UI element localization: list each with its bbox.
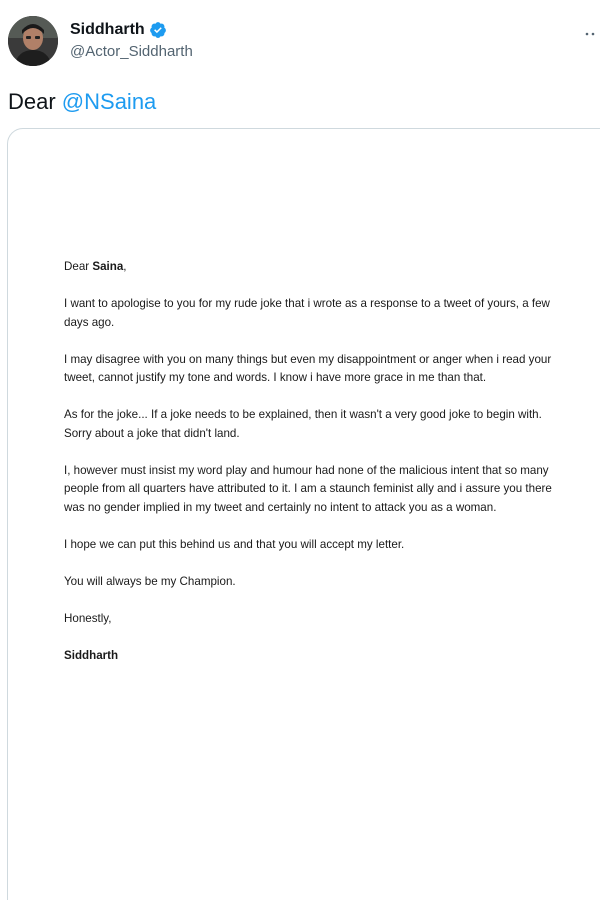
letter-paragraph: I, however must insist my word play and humour had none of the malicious intent that so many people from all quarters have attributed to it. I am a staunch feminist ally and i assure you there was no gender implied in my tweet and certainly no intent to attack you as a woman. xyxy=(64,463,552,514)
verified-badge-icon xyxy=(149,21,167,39)
salutation-suffix: , xyxy=(123,260,127,273)
letter-paragraph: I hope we can put this behind us and that you will accept my letter. xyxy=(64,537,405,551)
author-name-row xyxy=(70,20,167,40)
letter-closing: Honestly, xyxy=(64,611,112,625)
apology-letter xyxy=(64,258,554,684)
letter-paragraph: I want to apologise to you for my rude joke that i wrote as a response to a tweet of yours, a few days ago. xyxy=(64,297,550,329)
mention-link[interactable]: @NSaina xyxy=(61,89,157,114)
letter-paragraph: You will always be my Champion. xyxy=(64,574,236,588)
salutation-prefix: Dear xyxy=(64,260,93,273)
avatar[interactable] xyxy=(8,16,58,66)
display-name[interactable]: Siddharth xyxy=(70,21,145,38)
letter-salutation xyxy=(64,258,554,277)
more-options-icon[interactable] xyxy=(584,26,598,36)
letter-paragraph: I may disagree with you on many things but even my disappointment or anger when i read your tweet, cannot justify my tone and words. I know i have more grace in me than that. xyxy=(64,352,552,384)
salutation-name: Saina xyxy=(92,260,124,273)
tweet-text xyxy=(8,88,156,116)
letter-signature: Siddharth xyxy=(64,648,119,662)
letter-paragraph: As for the joke... If a joke needs to be explained, then it wasn't a very good joke to begin with. Sorry about a joke that didn't land. xyxy=(64,408,542,440)
avatar-photo-icon xyxy=(8,16,58,66)
tweet-text-prefix: Dear xyxy=(8,89,62,114)
author-handle[interactable]: @Actor_Siddharth xyxy=(70,43,193,60)
